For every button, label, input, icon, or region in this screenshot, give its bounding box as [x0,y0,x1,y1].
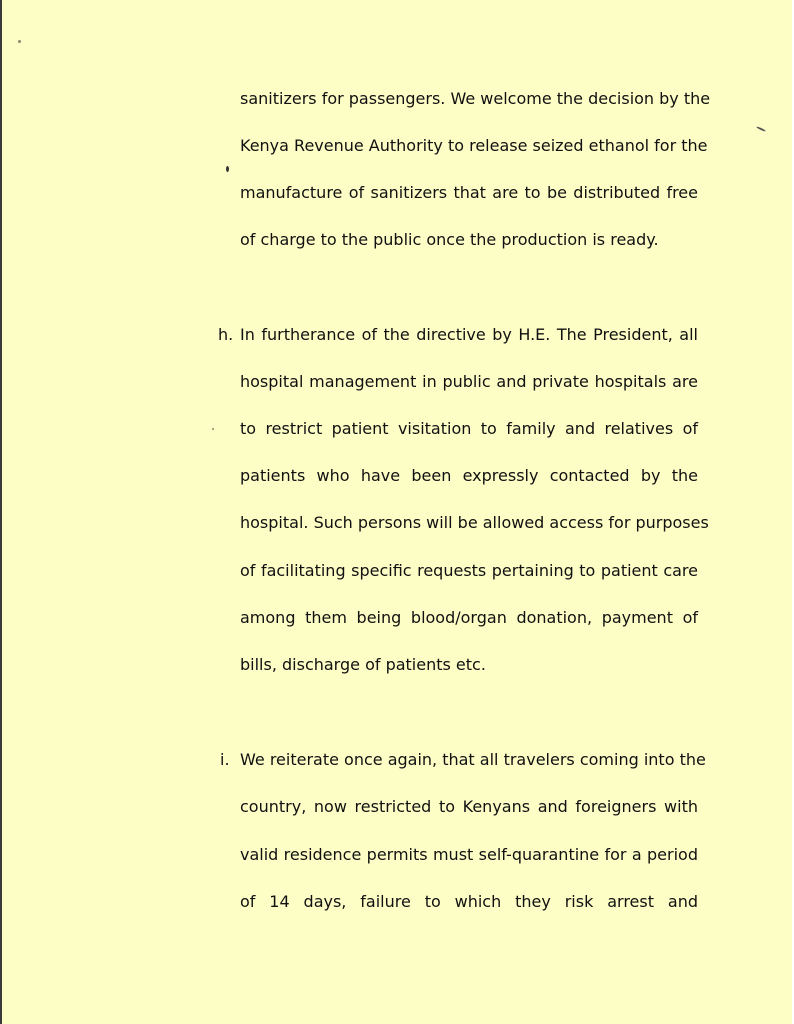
text-line: among them being blood/organ donation, payment of [240,608,698,627]
text-line: valid residence permits must self-quarantine for a period [240,845,698,864]
text-line: of charge to the public once the production is ready. [240,230,659,249]
text-line: sanitizers for passengers. We welcome the decision by the [240,89,711,108]
text-line: of 14 days, failure to which they risk arrest and [240,892,698,911]
text-line: patients who have been expressly contacted by the [240,466,698,485]
text-line: In furtherance of the directive by H.E. The President, all [240,325,698,344]
scan-speck [756,126,766,132]
text-line: of facilitating specific requests pertaining to patient care [240,561,698,580]
text-line: bills, discharge of patients etc. [240,655,486,674]
text-line: manufacture of sanitizers that are to be distributed free [240,183,698,202]
text-line: hospital management in public and private hospitals are [240,372,698,391]
scan-speck [226,166,229,172]
text-line: hospital. Such persons will be allowed access for purposes [240,513,709,532]
scan-speck [18,40,21,43]
text-line: We reiterate once again, that all travelers coming into the [240,750,706,769]
list-marker: h. [218,325,234,344]
text-line: Kenya Revenue Authority to release seized ethanol for the [240,136,708,155]
list-marker: i. [220,750,230,769]
scan-speck [212,428,214,430]
text-line: country, now restricted to Kenyans and foreigners with [240,797,698,816]
text-line: to restrict patient visitation to family and relatives of [240,419,698,438]
